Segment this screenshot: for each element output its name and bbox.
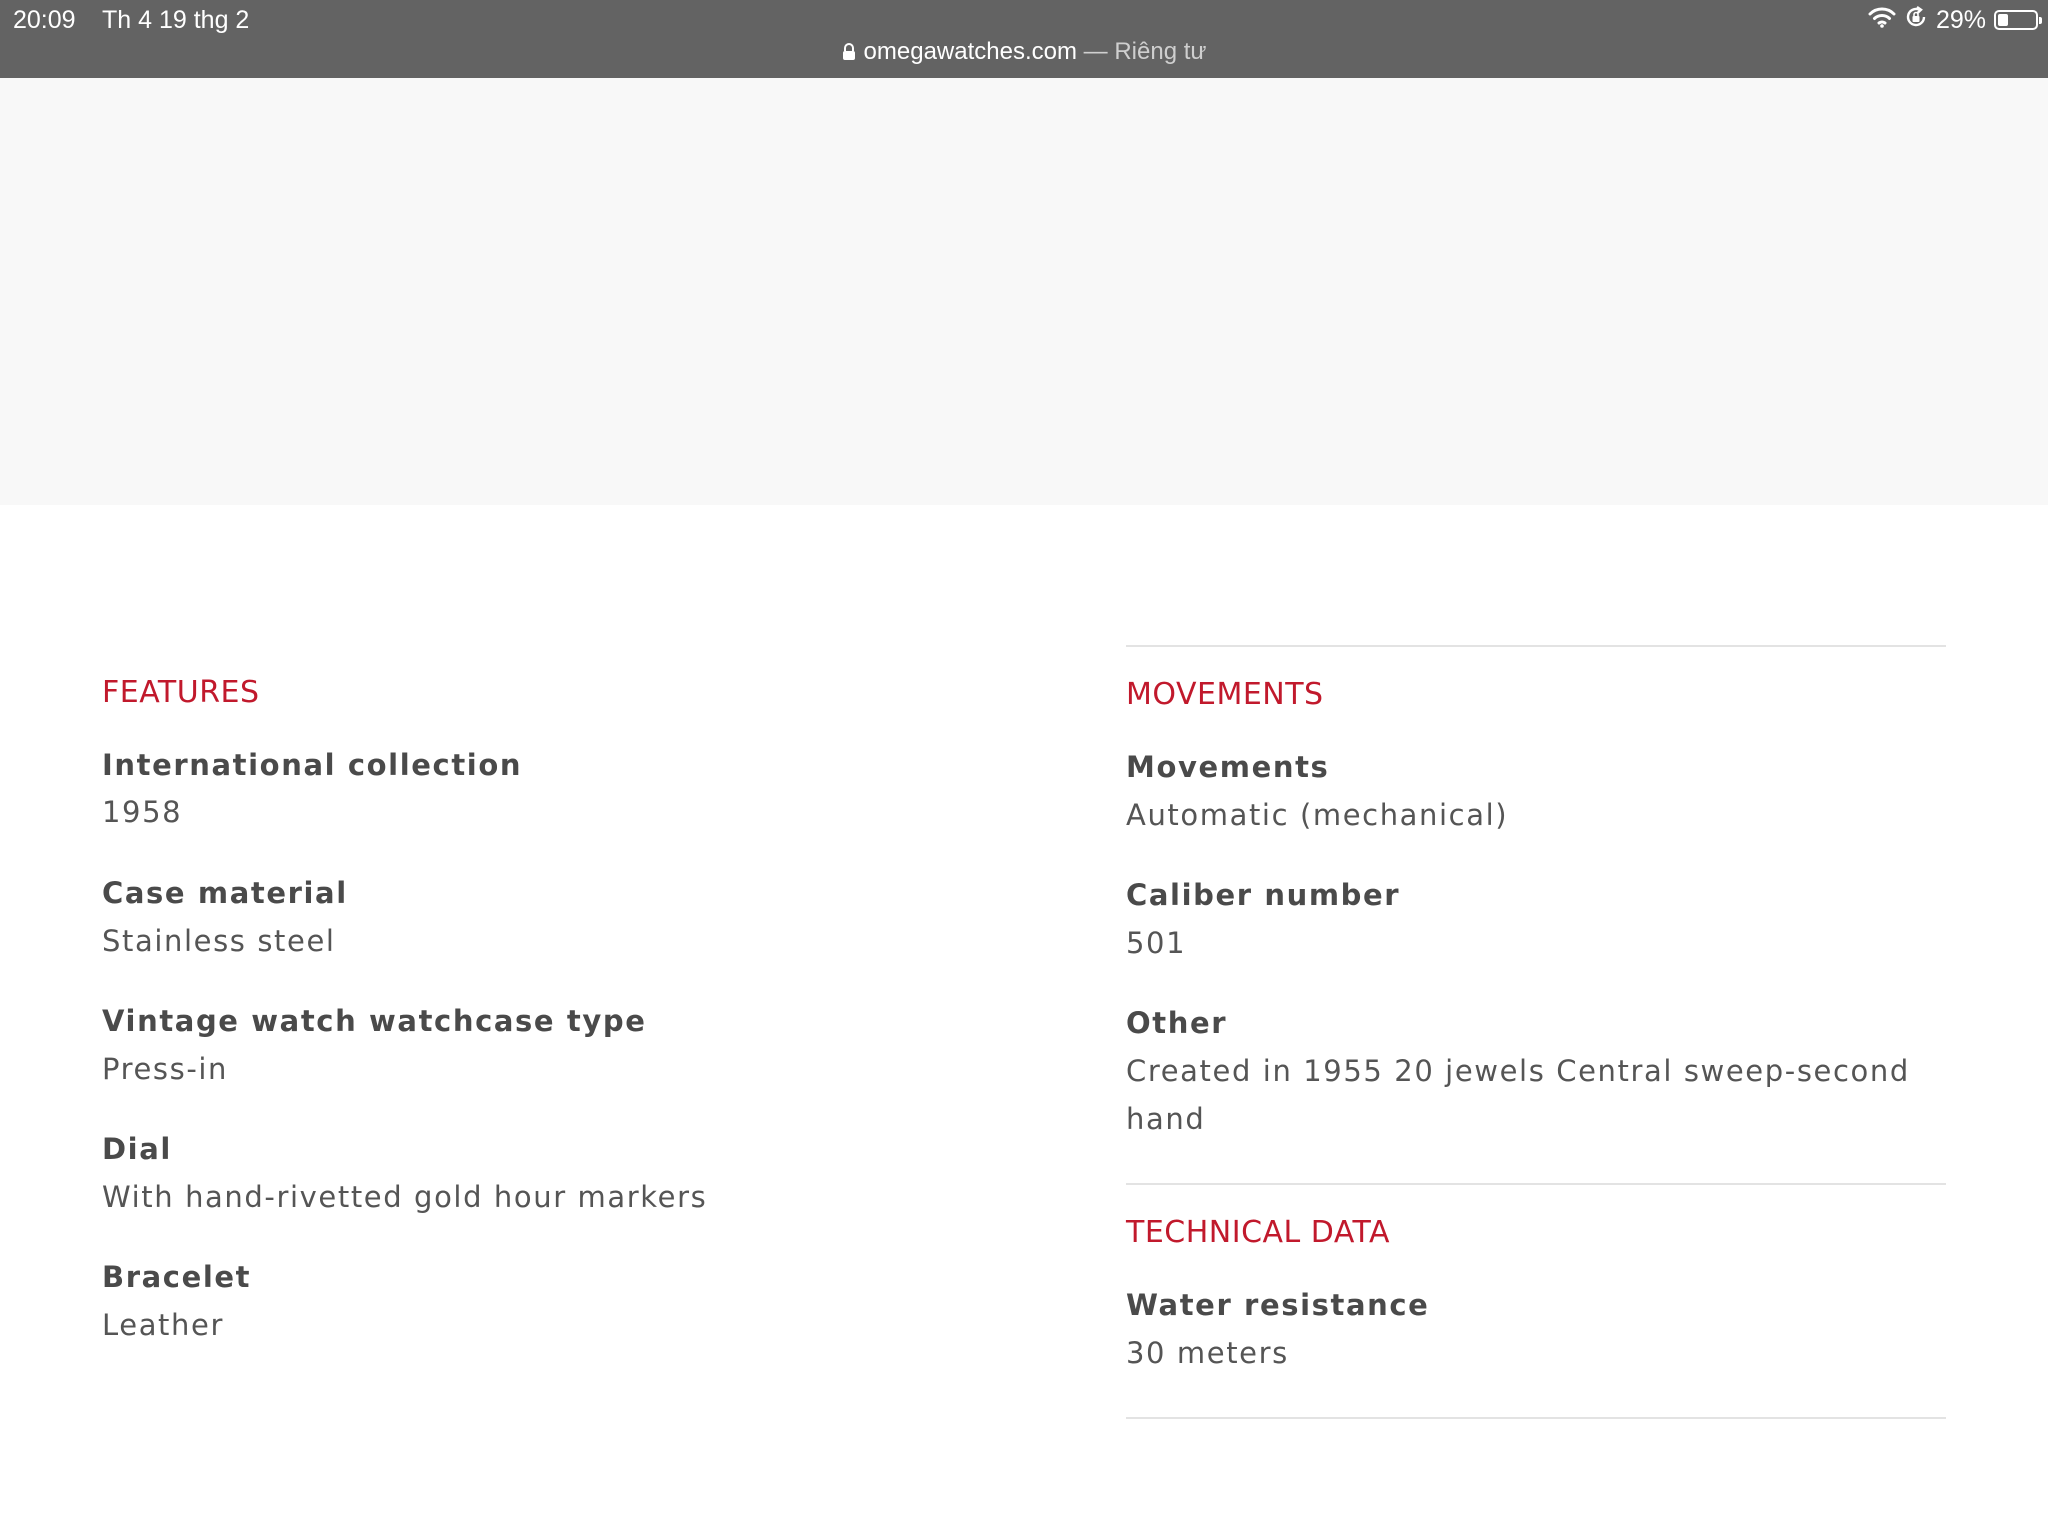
spec-value: Automatic (mechanical) xyxy=(1126,798,1509,832)
spec-value: With hand-rivetted gold hour markers xyxy=(102,1180,708,1214)
spec-label: Vintage watch watchcase type xyxy=(102,1004,647,1038)
spec-label: Bracelet xyxy=(102,1260,252,1294)
spec-value: 1958 xyxy=(102,795,183,829)
battery-level xyxy=(1998,14,2008,26)
spec-label: International collection xyxy=(102,748,523,782)
battery-icon xyxy=(1994,10,2038,30)
status-date: Th 4 19 thg 2 xyxy=(102,6,250,34)
spec-label: Case material xyxy=(102,876,348,910)
spec-value: Leather xyxy=(102,1308,224,1342)
status-indicators xyxy=(1868,4,2038,36)
spec-label: Movements xyxy=(1126,750,1330,784)
battery-percent: 29% xyxy=(1935,5,1986,34)
features-title: FEATURES xyxy=(102,675,260,710)
spec-value: 30 meters xyxy=(1126,1336,1289,1370)
rotation-lock-icon xyxy=(1904,5,1928,36)
spec-value: 501 xyxy=(1126,926,1187,960)
movements-title: MOVEMENTS xyxy=(1126,677,1324,712)
spec-label: Caliber number xyxy=(1126,878,1401,912)
section-divider xyxy=(1126,1417,1946,1419)
spec-value: Press-in xyxy=(102,1052,229,1086)
spec-label: Other xyxy=(1126,1006,1228,1040)
section-divider xyxy=(1126,645,1946,647)
url-text: omegawatches.com xyxy=(863,38,1077,65)
address-bar[interactable] xyxy=(0,38,2048,68)
status-time: 20:09 xyxy=(13,6,76,34)
spec-label: Dial xyxy=(102,1132,172,1166)
lock-icon xyxy=(842,40,856,68)
privacy-label: Riêng tư xyxy=(1114,38,1207,65)
spec-value: Created in 1955 20 jewels Central sweep-second hand xyxy=(1126,1054,1910,1136)
spec-value: Stainless steel xyxy=(102,924,336,958)
section-divider xyxy=(1126,1183,1946,1185)
url-separator: — xyxy=(1083,38,1108,65)
hero-image-area xyxy=(0,78,2048,505)
wifi-icon xyxy=(1868,6,1896,35)
technical-data-title: TECHNICAL DATA xyxy=(1126,1215,1391,1250)
spec-label: Water resistance xyxy=(1126,1288,1430,1322)
status-bar xyxy=(0,0,2048,78)
